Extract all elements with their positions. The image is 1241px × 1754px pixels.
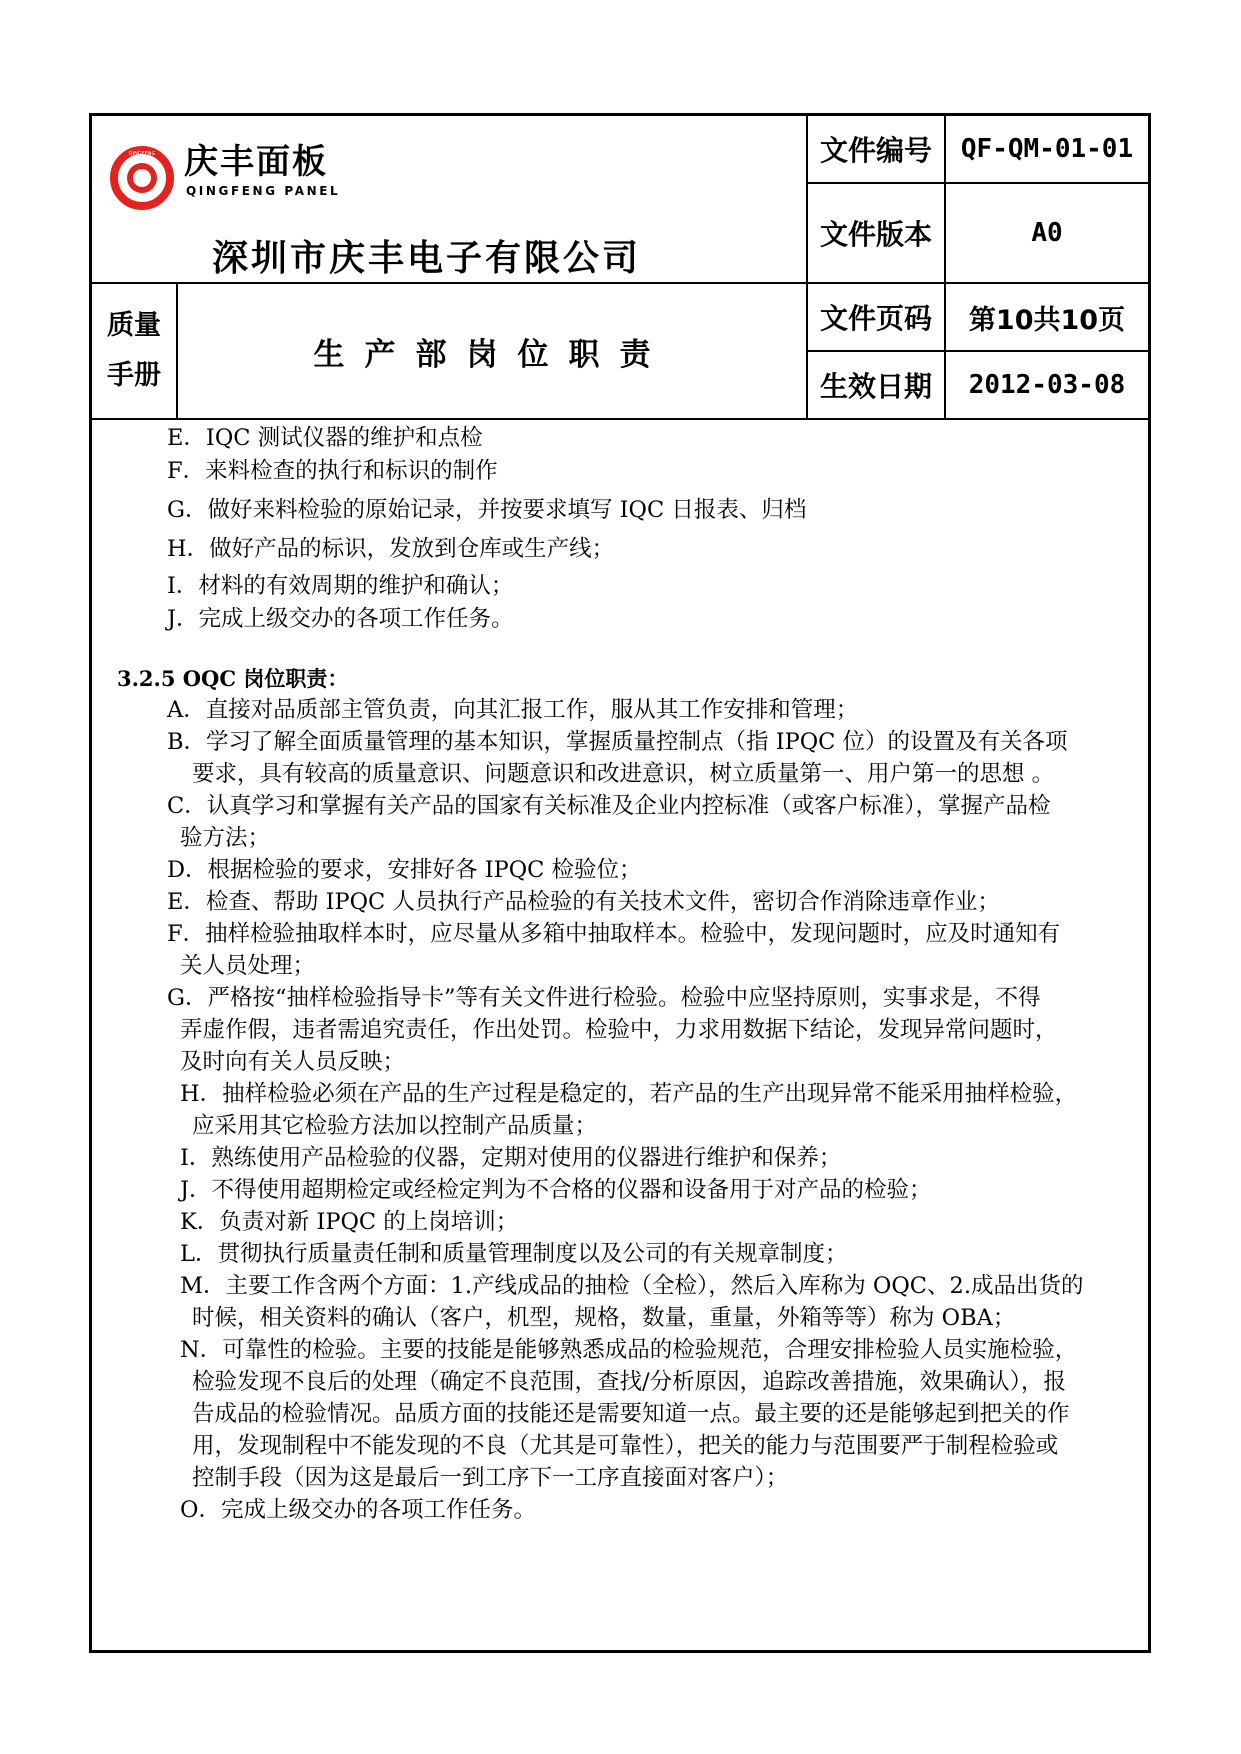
page-title: 生产部岗位职责 <box>313 336 671 373</box>
list-item: A．直接对品质部主管负责，向其汇报工作，服从其工作安排和管理； <box>167 697 859 723</box>
list-item-continuation: 应采用其它检验方法加以控制产品质量； <box>192 1113 598 1139</box>
list-item: O．完成上级交办的各项工作任务。 <box>180 1497 536 1523</box>
effective-date-label: 生效日期 <box>819 370 932 403</box>
list-item: L．贯彻执行质量责任制和质量管理制度以及公司的有关规章制度； <box>180 1241 848 1267</box>
list-item: H．做好产品的标识，发放到仓库或生产线； <box>167 536 615 562</box>
list-item: G．做好来料检验的原始记录，并按要求填写 IQC 日报表、归档 <box>167 497 807 523</box>
list-item-continuation: 及时向有关人员反映； <box>180 1049 406 1075</box>
doc-version-value: A0 <box>1031 218 1063 248</box>
list-item: D．根据检验的要求，安排好各 IPQC 检验位； <box>167 857 642 883</box>
list-item: I．材料的有效周期的维护和确认； <box>167 573 514 599</box>
list-item-continuation: 用，发现制程中不能发现的不良（尤其是可靠性），把关的能力与范围要严于制程检验或 <box>192 1433 1059 1459</box>
divider <box>92 418 1148 420</box>
list-item: J．不得使用超期检定或经检定判为不合格的仪器和设备用于对产品的检验； <box>180 1177 932 1203</box>
doc-version-label: 文件版本 <box>819 218 932 251</box>
document-header <box>92 116 1148 420</box>
section-heading: 3.2.5 OQC 岗位职责： <box>117 666 349 691</box>
list-item: E．检查、帮助 IPQC 人员执行产品检验的有关技术文件，密切合作消除违章作业； <box>167 889 1000 915</box>
company-name: 深圳市庆丰电子有限公司 <box>212 238 642 279</box>
list-item: F．来料检查的执行和标识的制作 <box>167 458 498 484</box>
doc-page-label: 文件页码 <box>819 302 932 335</box>
doc-number-value: QF-QM-01-01 <box>960 134 1134 164</box>
list-item: F．抽样检验抽取样本时，应尽量从多箱中抽取样本。检验中，发现问题时，应及时通知有 <box>167 921 1061 947</box>
list-item-continuation: 告成品的检验情况。品质方面的技能还是需要知道一点。最主要的还是能够起到把关的作 <box>192 1401 1070 1427</box>
doc-number-label: 文件编号 <box>819 134 932 167</box>
list-item: H．抽样检验必须在产品的生产过程是稳定的，若产品的生产出现异常不能采用抽样检验， <box>180 1081 1078 1107</box>
list-item-continuation: 控制手段（因为这是最后一到工序下一工序直接面对客户）； <box>192 1465 789 1491</box>
manual-label <box>92 284 176 418</box>
logo-subtitle: QINGFENG PANEL <box>186 184 341 198</box>
list-item-continuation: 验方法； <box>180 825 271 851</box>
list-item: C．认真学习和掌握有关产品的国家有关标准及企业内控标准（或客户标准），掌握产品检 <box>167 793 1051 819</box>
list-item-continuation: 时候，相关资料的确认（客户，机型，规格，数量，重量，外箱等等）称为 OBA； <box>192 1305 1016 1331</box>
list-item: G．严格按“抽样检验指导卡”等有关文件进行检验。检验中应坚持原则，实事求是，不得 <box>167 985 1041 1011</box>
doc-page-value: 第10共10页 <box>968 304 1126 336</box>
list-item: E．IQC 测试仪器的维护和点检 <box>167 425 483 451</box>
logo-ring-icon <box>110 146 174 210</box>
list-item: K．负责对新 IPQC 的上岗培训； <box>180 1209 519 1235</box>
svg-text:QINGFENG: QINGFENG <box>128 151 156 157</box>
effective-date-value: 2012-03-08 <box>968 370 1126 400</box>
list-item: M．主要工作含两个方面：1.产线成品的抽检（全检），然后入库称为 OQC、2.成品出货的 <box>180 1273 1084 1299</box>
logo-text: 庆丰面板 <box>184 142 328 182</box>
list-item-continuation: 检验发现不良后的处理（确定不良范围，查找/分析原因，追踪改善措施，效果确认），报 <box>192 1369 1066 1395</box>
list-item-continuation: 要求，具有较高的质量意识、问题意识和改进意识，树立质量第一、用户第一的思想 。 <box>192 761 1055 787</box>
list-item-continuation: 关人员处理； <box>180 953 316 979</box>
document-frame <box>89 113 1151 1653</box>
list-item: B．学习了解全面质量管理的基本知识，掌握质量控制点（指 IPQC 位）的设置及有关各项 <box>167 729 1068 755</box>
list-item: I．熟练使用产品检验的仪器，定期对使用的仪器进行维护和保养； <box>180 1145 842 1171</box>
manual-label-line: 手册 <box>107 360 161 391</box>
list-item-continuation: 弄虚作假，违者需追究责任，作出处罚。检验中，力求用数据下结论，发现异常问题时， <box>180 1017 1058 1043</box>
company-logo <box>110 142 370 212</box>
list-item: J．完成上级交办的各项工作任务。 <box>167 606 514 632</box>
manual-label-line: 质量 <box>107 310 161 341</box>
list-item: N．可靠性的检验。主要的技能是能够熟悉成品的检验规范，合理安排检验人员实施检验， <box>180 1337 1078 1363</box>
